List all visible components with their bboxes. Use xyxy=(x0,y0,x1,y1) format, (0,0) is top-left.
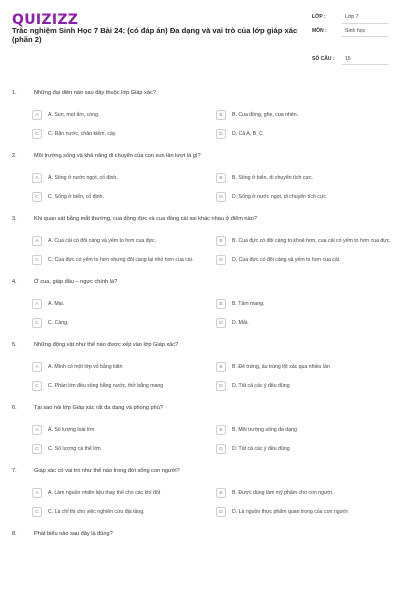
question-header xyxy=(12,531,388,549)
question-text: Tại sao nói lớp Giáp xác rất đa dạng và phong phú? xyxy=(34,405,163,411)
option-letter-box: A xyxy=(32,236,42,246)
answer-options xyxy=(12,486,388,519)
option-text: D. Cua đực có đôi càng và yếm to hơn cua cái. xyxy=(232,256,341,263)
option-text: B. Môi trường sống đa dạng xyxy=(232,426,297,433)
option-text: B. Sống ở biển, di chuyển tích cực. xyxy=(232,174,313,181)
answer-option[interactable] xyxy=(32,253,212,267)
question-item xyxy=(12,468,388,519)
answer-option[interactable] xyxy=(32,423,212,437)
option-text: B. Đẻ trứng, ấu trùng lột xác qua nhiều lần xyxy=(232,363,330,370)
question-text: Ở cua, giáp đầu – ngực chính là? xyxy=(34,279,118,285)
answer-option[interactable] xyxy=(32,316,212,330)
option-text: C. Sống ở biển, cố định. xyxy=(48,193,104,200)
question-number: 3. xyxy=(12,216,17,222)
option-text: A. Sun, mọt ẩm, còng. xyxy=(48,111,100,118)
answer-options xyxy=(12,171,388,204)
answer-option[interactable] xyxy=(216,234,396,248)
option-letter-box: C xyxy=(32,444,42,454)
question-list xyxy=(12,90,391,549)
option-letter-box: C xyxy=(32,192,42,202)
question-header xyxy=(12,153,388,171)
option-text: C. Rận nước, chân kiếm, cáy. xyxy=(48,130,117,137)
answer-option[interactable] xyxy=(32,486,212,500)
answer-option[interactable] xyxy=(32,360,212,374)
option-letter-box: A xyxy=(32,173,42,183)
option-text: A. Số lượng loài lớn xyxy=(48,426,95,433)
option-text: B. Được dùng làm mỹ phẩm cho con người. xyxy=(232,489,334,496)
option-letter-box: C xyxy=(32,507,42,517)
page-title: Trắc nghiệm Sinh Học 7 Bài 24: (có đáp án) Đa dạng và vai trò của lớp giáp xác (phần 2) xyxy=(12,26,298,44)
option-letter-box: C xyxy=(32,255,42,265)
answer-options xyxy=(12,297,388,330)
question-number: 4. xyxy=(12,279,17,285)
option-text: D. Tất cả các ý đều đúng xyxy=(232,445,290,452)
option-letter-box: D xyxy=(216,129,226,139)
meta-subject xyxy=(312,26,388,50)
answer-option[interactable] xyxy=(216,379,396,393)
question-number: 2. xyxy=(12,153,17,159)
option-text: D. Là nguồn thực phẩm quan trọng của con người xyxy=(232,508,348,515)
answer-option[interactable] xyxy=(216,505,396,519)
question-text: Những động vật như thế nào được xếp vào lớp Giáp xác? xyxy=(34,342,179,348)
option-text: D. Sống ở nước ngọt, di chuyển tích cực. xyxy=(232,193,328,200)
quizizz-logo: QUIZIZZ xyxy=(12,12,79,28)
answer-options xyxy=(12,360,388,393)
question-item xyxy=(12,342,388,393)
option-text: D. Mắt. xyxy=(232,319,249,326)
option-letter-box: B xyxy=(216,173,226,183)
option-letter-box: A xyxy=(32,425,42,435)
answer-option[interactable] xyxy=(32,234,212,248)
answer-option[interactable] xyxy=(32,171,212,185)
question-header xyxy=(12,90,388,108)
option-text: A. Mình có một lớp vỏ bằng kitin xyxy=(48,363,123,370)
class-value: Lớp 7 xyxy=(342,12,388,24)
option-text: C. Số lượng cá thể lớn xyxy=(48,445,101,452)
option-text: C. Phần lớn đều sống bằng nước, thở bằng mang xyxy=(48,382,164,389)
option-letter-box: B xyxy=(216,488,226,498)
answer-option[interactable] xyxy=(216,316,396,330)
worksheet-meta xyxy=(312,12,388,65)
answer-option[interactable] xyxy=(216,190,396,204)
option-letter-box: B xyxy=(216,236,226,246)
option-letter-box: D xyxy=(216,255,226,265)
question-item xyxy=(12,216,391,267)
answer-option[interactable] xyxy=(32,505,212,519)
answer-option[interactable] xyxy=(216,127,396,141)
question-number: 5. xyxy=(12,342,17,348)
answer-option[interactable] xyxy=(32,127,212,141)
answer-option[interactable] xyxy=(32,297,212,311)
question-number: 6. xyxy=(12,405,17,411)
option-letter-box: D xyxy=(216,381,226,391)
answer-option[interactable] xyxy=(32,190,212,204)
option-letter-box: B xyxy=(216,362,226,372)
answer-option[interactable] xyxy=(216,360,396,374)
option-letter-box: A xyxy=(32,299,42,309)
option-letter-box: B xyxy=(216,110,226,120)
option-letter-box: D xyxy=(216,192,226,202)
option-text: B. Cua đực có đôi càng to khoẻ hơn, cua cái có yếm to hơn cua đực. xyxy=(232,237,391,244)
question-text: Những đại diện nào sau đây thuộc lớp Giáp xác? xyxy=(34,90,156,96)
option-text: C. Cua đực có yếm to hơn nhưng đôi càng lại nhỏ hơn cua cái. xyxy=(48,256,194,263)
answer-option[interactable] xyxy=(216,253,396,267)
option-letter-box: D xyxy=(216,318,226,328)
option-letter-box: B xyxy=(216,425,226,435)
question-number: 7. xyxy=(12,468,17,474)
answer-options xyxy=(12,234,391,267)
question-text: Phát biểu nào sau đây là đúng? xyxy=(34,531,113,537)
answer-option[interactable] xyxy=(32,442,212,456)
question-header xyxy=(12,468,388,486)
answer-option[interactable] xyxy=(216,297,396,311)
question-number: 8. xyxy=(12,531,17,537)
option-letter-box: D xyxy=(216,507,226,517)
question-header xyxy=(12,279,388,297)
meta-count xyxy=(312,54,388,66)
question-item xyxy=(12,90,388,141)
answer-option[interactable] xyxy=(32,108,212,122)
option-letter-box: A xyxy=(32,362,42,372)
question-text: Môi trường sống và khả năng di chuyển của con sun lần lượt là gì? xyxy=(34,153,201,159)
count-label: SỐ CÂU : xyxy=(312,55,335,62)
subject-value: Sinh học xyxy=(342,26,388,38)
class-label: LỚP : xyxy=(312,14,326,20)
answer-option[interactable] xyxy=(216,442,396,456)
question-header xyxy=(12,342,388,360)
option-text: C. Là chỉ thị cho việc nghiên cứu địa tầng. xyxy=(48,508,145,515)
option-text: A. Mai. xyxy=(48,300,65,307)
question-item xyxy=(12,153,388,204)
answer-option[interactable] xyxy=(216,486,396,500)
option-letter-box: D xyxy=(216,444,226,454)
option-text: D. Cả A, B, C xyxy=(232,130,263,137)
answer-option[interactable] xyxy=(216,171,396,185)
question-item xyxy=(12,279,388,330)
question-text: Khi quan sát bằng mắt thường, cua đồng đực và cua đồng cái sai khác nhau ở điểm nào? xyxy=(34,216,257,222)
option-letter-box: C xyxy=(32,318,42,328)
option-letter-box: C xyxy=(32,381,42,391)
option-letter-box: B xyxy=(216,299,226,309)
option-text: A. Cua cái có đôi càng và yếm to hơn cua đực. xyxy=(48,237,157,244)
option-text: D. Tất cả các ý đều đúng xyxy=(232,382,290,389)
question-header xyxy=(12,405,388,423)
subject-label: MÔN : xyxy=(312,27,327,34)
option-letter-box: A xyxy=(32,488,42,498)
question-number: 1. xyxy=(12,90,17,96)
question-item xyxy=(12,405,388,456)
answer-options xyxy=(12,423,388,456)
question-header xyxy=(12,216,388,234)
option-text: A. Làm nguồn nhiên liệu thay thế cho các khí đốt xyxy=(48,489,161,496)
answer-option[interactable] xyxy=(32,379,212,393)
option-text: C. Càng. xyxy=(48,319,69,326)
answer-option[interactable] xyxy=(216,108,396,122)
count-value: 15 xyxy=(342,54,388,66)
meta-class xyxy=(312,12,388,24)
option-text: B. Cua đồng, ghẹ, cua nhện. xyxy=(232,111,299,118)
option-letter-box: A xyxy=(32,110,42,120)
answer-options xyxy=(12,108,388,141)
question-item xyxy=(12,531,388,549)
answer-option[interactable] xyxy=(216,423,396,437)
option-letter-box: C xyxy=(32,129,42,139)
question-text: Giáp xác có vai trò như thế nào trong đời sống con người? xyxy=(34,468,180,474)
option-text: B. Tấm mang. xyxy=(232,300,265,307)
option-text: A. Sống ở nước ngọt, cố định. xyxy=(48,174,118,181)
